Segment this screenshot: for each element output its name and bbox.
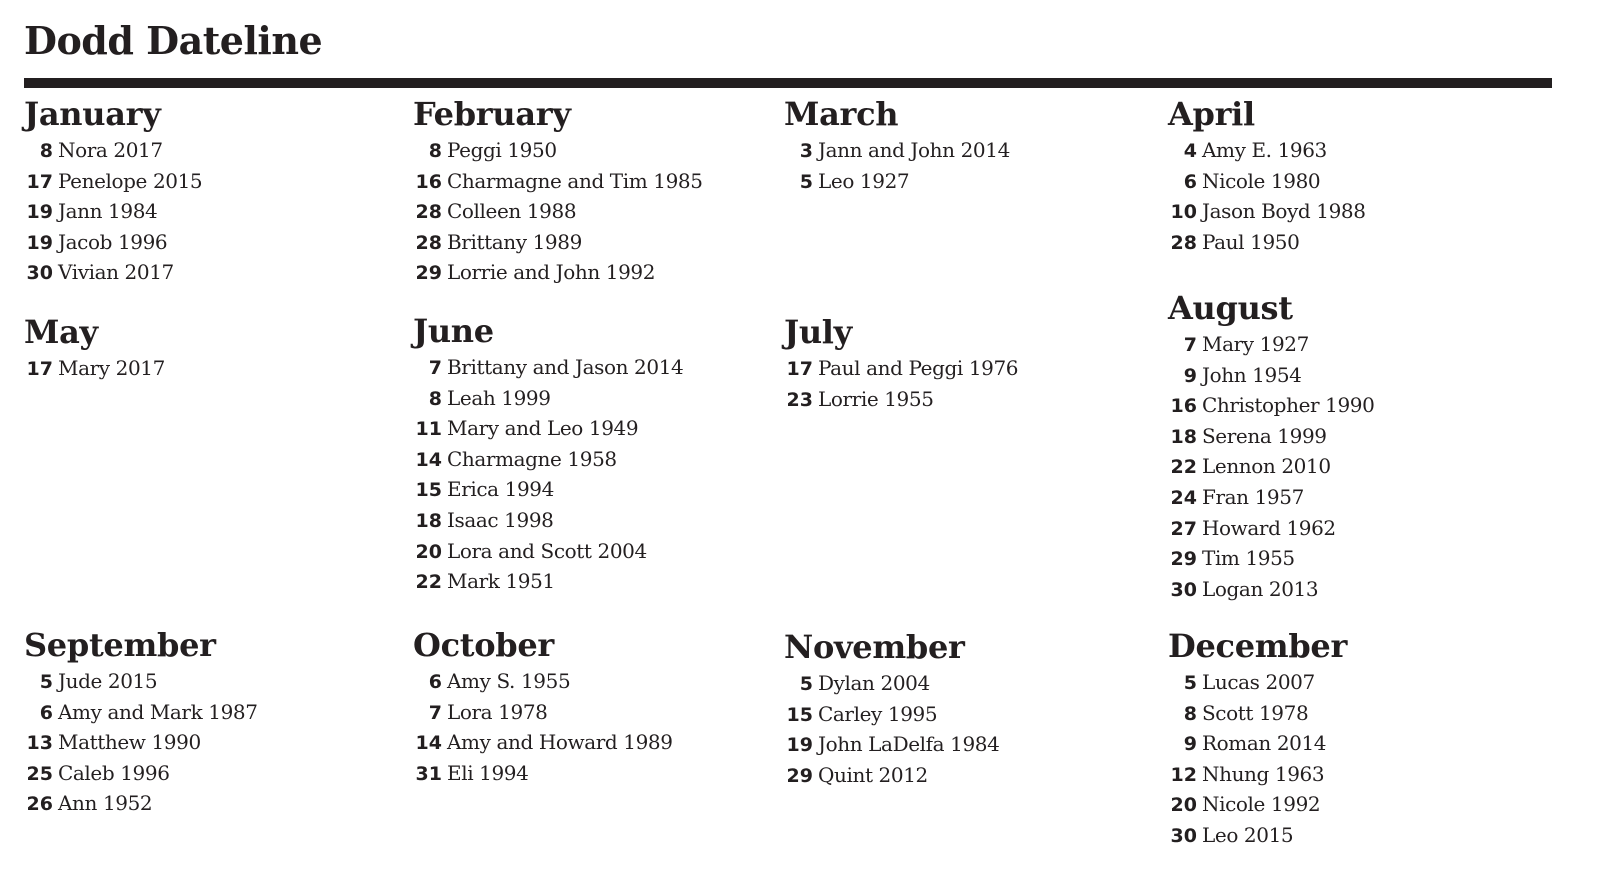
dateline-entry bbox=[1168, 698, 1347, 729]
dateline-entry bbox=[784, 668, 999, 699]
dateline-entry bbox=[413, 666, 673, 697]
entry-text: Leo 2015 bbox=[1202, 822, 1294, 847]
entry-text: Lorrie 1955 bbox=[818, 386, 934, 411]
entry-day: 12 bbox=[1170, 763, 1197, 786]
entry-text: Jacob 1996 bbox=[58, 229, 168, 254]
entry-text: Isaac 1998 bbox=[447, 507, 554, 532]
entry-day: 6 bbox=[428, 671, 442, 693]
entry-text: Dylan 2004 bbox=[818, 671, 930, 695]
entry-day: 24 bbox=[1170, 486, 1197, 509]
entry-day: 7 bbox=[1183, 334, 1197, 356]
entry-text: Ann 1952 bbox=[58, 791, 153, 816]
month-heading: October bbox=[413, 626, 554, 664]
month-heading: July bbox=[784, 313, 852, 351]
month-september bbox=[24, 628, 258, 819]
dateline-entry bbox=[1168, 360, 1374, 391]
entry-text: Charmagne and Tim 1985 bbox=[447, 168, 703, 193]
entry-day: 17 bbox=[786, 358, 813, 380]
entry-text: Mary and Leo 1949 bbox=[447, 416, 639, 441]
dateline-entry bbox=[1168, 451, 1374, 482]
month-heading: June bbox=[413, 312, 494, 350]
entry-text: Nicole 1992 bbox=[1202, 792, 1321, 817]
dateline-entry bbox=[24, 257, 202, 288]
entry-text: Logan 2013 bbox=[1202, 576, 1319, 601]
entry-day: 25 bbox=[26, 762, 53, 785]
entry-text: Fran 1957 bbox=[1202, 484, 1304, 509]
dateline-list bbox=[413, 352, 683, 597]
dateline-list bbox=[1168, 329, 1374, 604]
entry-text: Leo 1927 bbox=[818, 168, 910, 193]
dateline-entry bbox=[784, 135, 1010, 166]
entry-day: 17 bbox=[26, 170, 53, 193]
entry-day: 26 bbox=[26, 793, 53, 816]
dateline-entry bbox=[413, 505, 683, 536]
month-heading: May bbox=[24, 313, 98, 351]
dateline-list bbox=[1168, 667, 1347, 851]
entry-day: 29 bbox=[1170, 548, 1197, 571]
month-heading: August bbox=[1168, 289, 1293, 327]
entry-text: Mary 2017 bbox=[58, 356, 165, 380]
dateline-list bbox=[24, 135, 202, 288]
entry-text: Roman 2014 bbox=[1202, 731, 1327, 756]
dateline-entry bbox=[1168, 196, 1366, 227]
entry-text: Lennon 2010 bbox=[1202, 454, 1331, 479]
entry-day: 17 bbox=[26, 358, 53, 380]
month-heading: September bbox=[24, 626, 216, 664]
entry-text: Brittany 1989 bbox=[447, 229, 582, 254]
month-june bbox=[413, 314, 683, 597]
entry-day: 19 bbox=[26, 201, 53, 224]
month-march bbox=[784, 97, 1010, 196]
entry-text: Carley 1995 bbox=[818, 701, 938, 726]
entry-day: 8 bbox=[1183, 702, 1197, 725]
dateline-entry bbox=[784, 384, 1018, 415]
entry-text: John 1954 bbox=[1202, 362, 1302, 387]
title-rule bbox=[24, 78, 1552, 88]
entry-text: Mary 1927 bbox=[1202, 332, 1309, 356]
entry-text: Tim 1955 bbox=[1202, 546, 1295, 571]
dateline-entry bbox=[1168, 421, 1374, 452]
dateline-entry bbox=[24, 758, 258, 789]
entry-text: Penelope 2015 bbox=[58, 168, 203, 193]
dateline-entry bbox=[1168, 667, 1347, 698]
dateline-entry bbox=[784, 729, 999, 760]
entry-day: 4 bbox=[1183, 140, 1197, 162]
dateline-list bbox=[784, 135, 1010, 196]
entry-day: 30 bbox=[1170, 578, 1197, 601]
entry-day: 20 bbox=[1170, 794, 1197, 817]
dateline-entry bbox=[784, 353, 1018, 384]
dateline-entry bbox=[1168, 390, 1374, 421]
entry-text: Mark 1951 bbox=[447, 569, 555, 594]
dateline-entry bbox=[24, 697, 258, 728]
entry-day: 28 bbox=[1170, 231, 1197, 254]
entry-day: 29 bbox=[786, 764, 813, 787]
entry-day: 19 bbox=[26, 231, 53, 254]
dateline-entry bbox=[413, 352, 683, 383]
dateline-entry bbox=[24, 788, 258, 819]
entry-text: Scott 1978 bbox=[1202, 700, 1309, 725]
entry-day: 7 bbox=[428, 701, 442, 724]
dateline-entry bbox=[24, 727, 258, 758]
dateline-list bbox=[24, 353, 165, 384]
entry-text: Amy E. 1963 bbox=[1202, 138, 1327, 162]
dateline-entry bbox=[413, 474, 683, 505]
dateline-entry bbox=[1168, 789, 1347, 820]
entry-day: 9 bbox=[1183, 733, 1197, 756]
entry-text: Amy and Howard 1989 bbox=[447, 730, 673, 755]
entry-text: Lora 1978 bbox=[447, 699, 548, 724]
entry-day: 30 bbox=[1170, 824, 1197, 847]
entry-day: 15 bbox=[415, 479, 442, 502]
dateline-list bbox=[413, 135, 703, 288]
dateline-entry bbox=[24, 135, 202, 166]
entry-day: 9 bbox=[1183, 364, 1197, 387]
dateline-entry bbox=[1168, 135, 1366, 166]
entry-day: 14 bbox=[415, 732, 442, 755]
dateline-entry bbox=[413, 536, 683, 567]
dateline-entry bbox=[413, 166, 703, 197]
entry-day: 14 bbox=[415, 448, 442, 471]
entry-day: 3 bbox=[799, 140, 813, 162]
entry-text: Nhung 1963 bbox=[1202, 761, 1325, 786]
entry-day: 11 bbox=[415, 418, 442, 441]
entry-day: 8 bbox=[39, 140, 53, 162]
entry-day: 19 bbox=[786, 734, 813, 757]
page-title: Dodd Dateline bbox=[24, 18, 323, 63]
dateline-list bbox=[1168, 135, 1366, 257]
dateline-entry bbox=[1168, 166, 1366, 197]
entry-text: Jason Boyd 1988 bbox=[1202, 199, 1366, 224]
entry-text: Brittany and Jason 2014 bbox=[447, 355, 684, 379]
entry-day: 18 bbox=[1170, 425, 1197, 448]
dateline-list bbox=[784, 353, 1018, 414]
entry-text: Lora and Scott 2004 bbox=[447, 538, 647, 563]
dateline-entry bbox=[413, 196, 703, 227]
entry-text: Christopher 1990 bbox=[1202, 393, 1375, 418]
entry-day: 5 bbox=[799, 673, 813, 695]
entry-day: 7 bbox=[428, 357, 442, 379]
entry-text: Nora 2017 bbox=[58, 138, 163, 162]
month-heading: February bbox=[413, 95, 571, 133]
dateline-entry bbox=[784, 699, 999, 730]
entry-text: Nicole 1980 bbox=[1202, 168, 1321, 193]
entry-day: 5 bbox=[799, 170, 813, 193]
entry-day: 23 bbox=[786, 388, 813, 411]
dateline-entry bbox=[1168, 574, 1374, 605]
month-july bbox=[784, 315, 1018, 414]
entry-text: Lorrie and John 1992 bbox=[447, 260, 656, 285]
dateline-entry bbox=[24, 353, 165, 384]
dateline-entry bbox=[1168, 820, 1347, 851]
dateline-entry bbox=[1168, 329, 1374, 360]
dateline-list bbox=[784, 668, 999, 790]
month-heading: March bbox=[784, 95, 899, 133]
dateline-entry bbox=[1168, 759, 1347, 790]
dateline-entry bbox=[1168, 728, 1347, 759]
entry-text: Jann 1984 bbox=[58, 199, 158, 224]
dateline-entry bbox=[413, 444, 683, 475]
entry-text: John LaDelfa 1984 bbox=[818, 732, 1000, 757]
month-february bbox=[413, 97, 703, 288]
month-may bbox=[24, 315, 165, 384]
month-heading: November bbox=[784, 628, 965, 666]
month-august bbox=[1168, 291, 1374, 604]
entry-day: 8 bbox=[428, 140, 442, 162]
dateline-entry bbox=[413, 135, 703, 166]
month-january bbox=[24, 97, 202, 288]
entry-day: 5 bbox=[39, 671, 53, 693]
entry-text: Quint 2012 bbox=[818, 762, 928, 787]
entry-text: Caleb 1996 bbox=[58, 760, 170, 785]
entry-text: Colleen 1988 bbox=[447, 199, 577, 224]
entry-text: Paul and Peggi 1976 bbox=[818, 356, 1019, 380]
dateline-entry bbox=[413, 566, 683, 597]
month-heading: January bbox=[24, 95, 161, 133]
entry-day: 10 bbox=[1170, 201, 1197, 224]
month-heading: December bbox=[1168, 627, 1348, 665]
dateline-entry bbox=[24, 166, 202, 197]
dateline-entry bbox=[413, 383, 683, 414]
dateline-entry bbox=[784, 166, 1010, 197]
entry-text: Peggi 1950 bbox=[447, 138, 557, 162]
entry-day: 15 bbox=[786, 703, 813, 726]
entry-text: Vivian 2017 bbox=[58, 260, 174, 285]
entry-day: 13 bbox=[26, 732, 53, 755]
dateline-entry bbox=[413, 257, 703, 288]
entry-day: 29 bbox=[415, 262, 442, 285]
entry-text: Paul 1950 bbox=[1202, 229, 1300, 254]
dateline-entry bbox=[1168, 513, 1374, 544]
entry-text: Lucas 2007 bbox=[1202, 670, 1315, 694]
entry-day: 18 bbox=[415, 509, 442, 532]
entry-text: Jann and John 2014 bbox=[818, 138, 1010, 162]
entry-day: 28 bbox=[415, 201, 442, 224]
entry-day: 22 bbox=[415, 571, 442, 594]
month-april bbox=[1168, 97, 1366, 257]
month-heading: April bbox=[1168, 95, 1255, 133]
dateline-entry bbox=[784, 760, 999, 791]
entry-day: 28 bbox=[415, 231, 442, 254]
entry-text: Jude 2015 bbox=[58, 669, 158, 693]
month-october bbox=[413, 628, 673, 788]
entry-day: 5 bbox=[1183, 672, 1197, 694]
entry-day: 16 bbox=[415, 170, 442, 193]
dateline-entry bbox=[413, 727, 673, 758]
dateline-entry bbox=[413, 413, 683, 444]
entry-day: 16 bbox=[1170, 395, 1197, 418]
entry-text: Eli 1994 bbox=[447, 760, 529, 785]
dateline-list bbox=[24, 666, 258, 819]
entry-text: Amy S. 1955 bbox=[447, 669, 571, 693]
month-december bbox=[1168, 629, 1347, 851]
entry-text: Howard 1962 bbox=[1202, 515, 1336, 540]
dateline-entry bbox=[413, 758, 673, 789]
dateline-entry bbox=[1168, 227, 1366, 258]
entry-day: 31 bbox=[415, 762, 442, 785]
entry-text: Amy and Mark 1987 bbox=[58, 699, 258, 724]
entry-day: 6 bbox=[39, 701, 53, 724]
month-november bbox=[784, 630, 999, 790]
dateline-entry bbox=[24, 666, 258, 697]
entry-day: 8 bbox=[428, 387, 442, 410]
dateline-entry bbox=[1168, 543, 1374, 574]
entry-text: Matthew 1990 bbox=[58, 730, 201, 755]
entry-day: 22 bbox=[1170, 456, 1197, 479]
entry-day: 20 bbox=[415, 540, 442, 563]
entry-day: 27 bbox=[1170, 517, 1197, 540]
dateline-entry bbox=[1168, 482, 1374, 513]
entry-text: Leah 1999 bbox=[447, 385, 551, 410]
entry-day: 6 bbox=[1183, 170, 1197, 193]
dateline-entry bbox=[413, 227, 703, 258]
dateline-entry bbox=[24, 196, 202, 227]
dateline-entry bbox=[413, 697, 673, 728]
entry-text: Serena 1999 bbox=[1202, 423, 1327, 448]
entry-text: Erica 1994 bbox=[447, 477, 554, 502]
entry-day: 30 bbox=[26, 262, 53, 285]
entry-text: Charmagne 1958 bbox=[447, 446, 617, 471]
dateline-list bbox=[413, 666, 673, 788]
dateline-entry bbox=[24, 227, 202, 258]
